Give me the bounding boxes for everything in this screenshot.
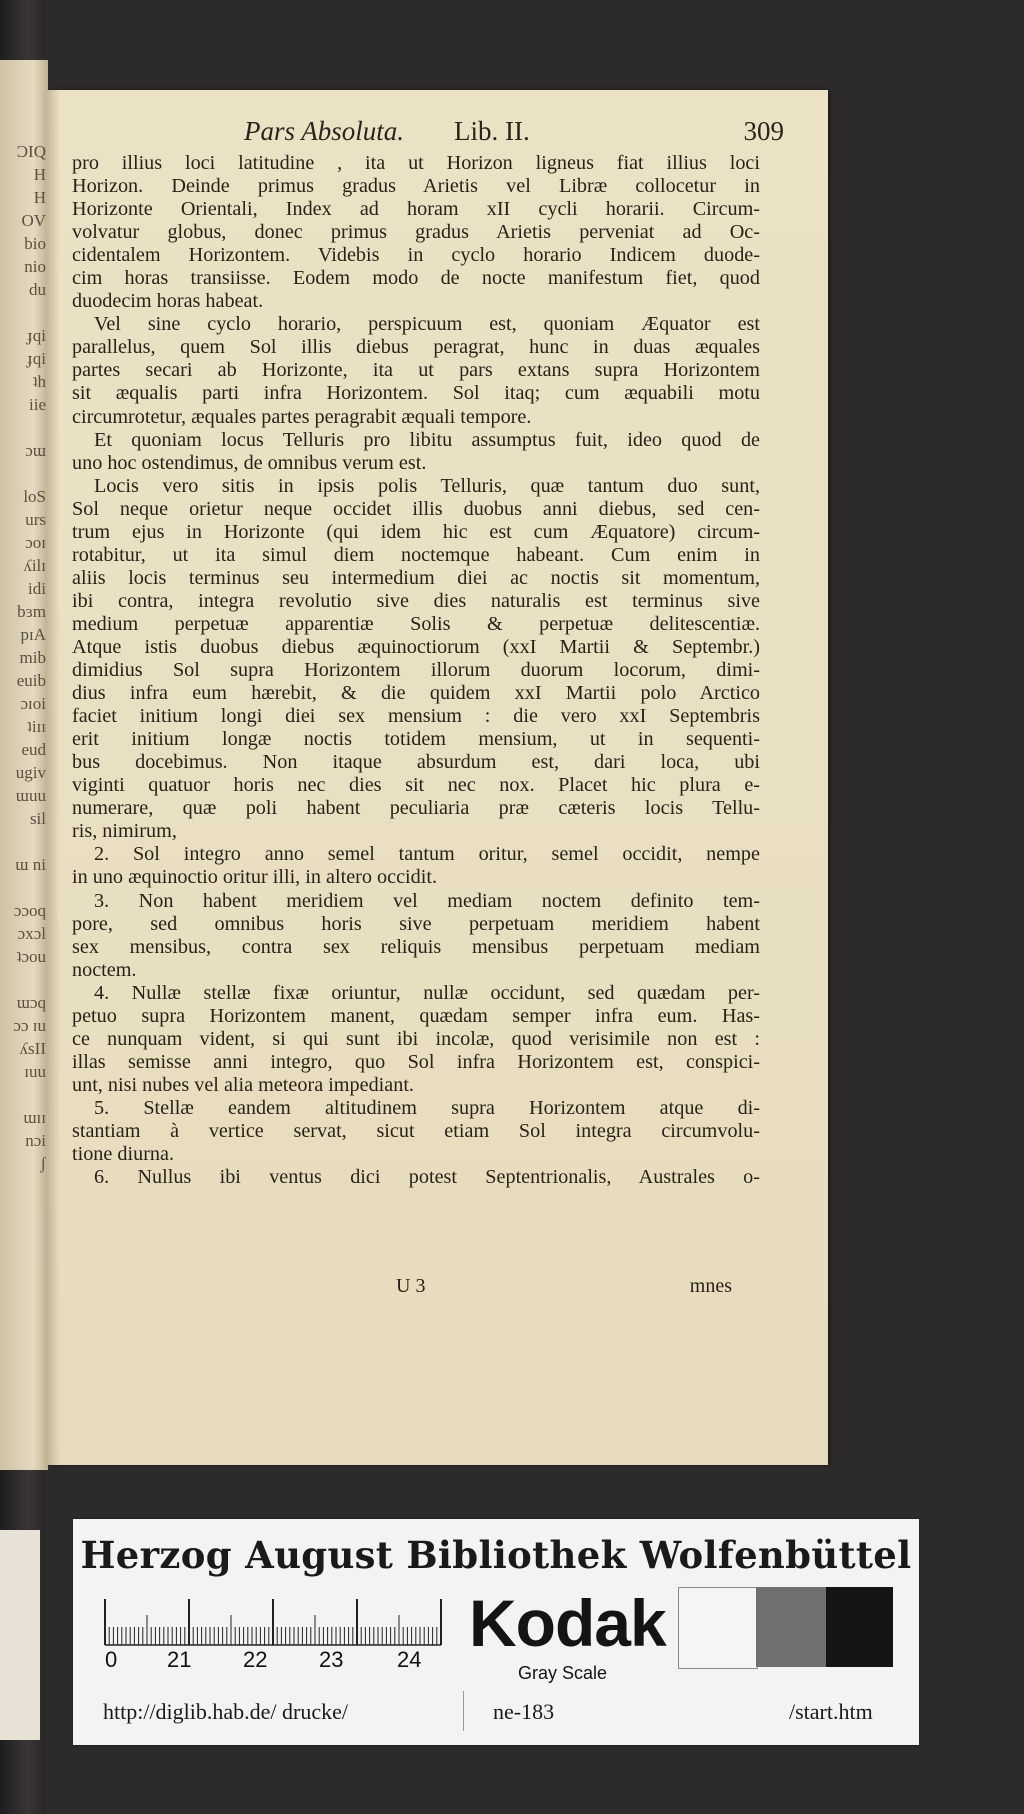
text-line: ce nunquam vident, si qui sunt ibi incolæ, quod verisimile non est : <box>72 1027 760 1050</box>
text-line: erit initium longæ noctis totidem mensium, ut in sequenti- <box>72 728 760 751</box>
previous-page-fragment: ɯɪɪ <box>23 1108 46 1127</box>
running-head-title: Pars Absoluta. <box>244 116 405 146</box>
previous-page-fragment: loS <box>23 487 46 506</box>
previous-page-fragment: ʇɔou <box>16 947 46 966</box>
previous-page-fragment: ɪuu <box>24 1062 46 1081</box>
previous-page-fragment: H <box>33 188 46 207</box>
previous-page-fragment: eud <box>21 740 46 759</box>
text-line: circumrotetur, æquales partes peragrabit æquali tempore. <box>72 405 532 428</box>
text-line: 4. Nullæ stellæ fixæ oriuntur, nullæ occidunt, sed quædam per- <box>94 981 760 1004</box>
previous-page-fragment: bio <box>24 234 46 253</box>
ruler-ticks <box>103 1595 443 1647</box>
previous-page-fragment: ɔxɔl <box>17 924 46 943</box>
text-line: illas semisse anni integro, quo Sol infra Horizontem est, conspici- <box>72 1050 760 1073</box>
text-line: sit æqualis parti infra Horizontem. Sol itaq; cum æquabili motu <box>72 382 760 405</box>
text-line: stantiam à vertice servat, sicut etiam Sol integra circumvolu- <box>72 1119 760 1142</box>
text-line: partes secari ab Horizonte, ita ut pars extans supra Horizontem <box>72 359 760 382</box>
url-left: http://diglib.hab.de/ drucke/ <box>103 1699 349 1724</box>
text-line: Atque istis duobus diebus æquinoctiorum (xxI Martii & Septembr.) <box>72 635 760 658</box>
text-line: Sol neque orietur neque occidet illis duobus anni diebus, sed cen- <box>72 497 760 520</box>
running-head-book: Lib. II. <box>454 116 530 146</box>
ruler-label: 0 <box>105 1647 118 1672</box>
previous-page-fragment: ɯɔq <box>16 993 46 1012</box>
previous-page-fragment: iie <box>29 395 46 414</box>
previous-page-edge <box>0 60 48 1470</box>
text-line: dius infra eum hærebit, & die quidem xxI Martii polo Arctico <box>72 682 760 705</box>
text-line: uno hoc ostendimus, de omnibus verum est. <box>72 451 427 474</box>
text-line: bus docebimus. Non itaque absurdum est, dari loca, ubi <box>72 751 760 774</box>
previous-page-fragment: urs <box>25 510 46 529</box>
previous-page-fragment: ʇh <box>32 372 46 391</box>
previous-page-fragment: ɟqi <box>27 326 46 345</box>
gray-patch <box>756 1587 826 1667</box>
previous-page-fragment: ɟqi <box>27 349 46 368</box>
text-line: 5. Stellæ eandem altitudinem supra Horizontem atque di- <box>94 1096 760 1119</box>
previous-page-fragment: pɪA <box>20 625 46 644</box>
previous-page-fragment: ɔɔ ɪu <box>13 1016 46 1035</box>
text-line: ibi contra, integra revolutio sive dies naturalis est terminus sive <box>72 589 760 612</box>
page-number: 309 <box>743 116 784 146</box>
library-color-card <box>73 1519 919 1745</box>
previous-page-fragment: nio <box>24 257 46 276</box>
text-line: Locis vero sitis in ipsis polis Telluris, quæ tantum duo sunt, <box>94 474 760 497</box>
text-line: parallelus, quem Sol illis diebus peragrat, hunc in duas æquales <box>72 336 760 359</box>
previous-page-fragment: ʇiɪɪ <box>27 717 46 736</box>
page-body-text <box>72 152 760 1189</box>
previous-page-fragment: bɜm <box>17 602 46 621</box>
previous-page-fragment: ugiv <box>15 763 46 782</box>
previous-page-fragment: ϽIQ <box>16 142 46 161</box>
previous-page-fragment: OV <box>21 211 46 230</box>
previous-page-fragment: ʎsII <box>19 1039 46 1058</box>
text-line: cim horas transiisse. Eodem modo de nocte manifestum fiet, quod <box>72 267 760 290</box>
text-line: pro illius loci latitudine , ita ut Horizon ligneus fiat illius loci <box>72 152 760 174</box>
brand-logo: Kodak <box>469 1586 666 1660</box>
text-line: dimidius Sol supra Horizontem illorum duorum locorum, dimi- <box>72 659 760 682</box>
previous-page-fragment: ʃ <box>40 1154 46 1173</box>
text-line: aliis locis terminus seu intermedium diei ac noctis sit momentum, <box>72 566 760 589</box>
previous-page-fragment: H <box>33 165 46 184</box>
text-line: numerare, quæ poli habent peculiaria præ cæteris locis Tellu- <box>72 797 760 820</box>
signature-mark: U 3 <box>396 1275 426 1297</box>
black-patch <box>826 1587 893 1667</box>
brand-subtitle: Gray Scale <box>518 1663 608 1683</box>
previous-page-fragment: ɔɪoi <box>20 694 46 713</box>
text-line: cidentalem Horizontem. Videbis in cyclo horario Indicem duode- <box>72 244 760 267</box>
previous-page-fragment: ɔoɪ <box>25 533 46 552</box>
ruler-label: 24 <box>397 1647 422 1672</box>
ruler-label: 23 <box>319 1647 344 1672</box>
text-line: trum ejus in Horizonte (qui idem hic est cum Æquatore) circum- <box>72 520 760 543</box>
text-line: 2. Sol integro anno semel tantum oritur, semel occidit, nempe <box>94 843 760 866</box>
text-line: sex mensibus, contra sex reliquis mensibus perpetuam mediam <box>72 935 760 958</box>
previous-page-fragment: ɯ ni <box>15 855 46 874</box>
previous-page-fragment: idi <box>28 579 46 598</box>
previous-page-fragment: ʎilɪ <box>23 556 46 575</box>
ruler-label: 22 <box>243 1647 268 1672</box>
previous-page-card-edge <box>0 1530 40 1740</box>
previous-page-fragment: ɔɔoq <box>13 901 46 920</box>
previous-page-fragment: ɔɯ <box>25 441 46 460</box>
text-line: duodecim horas habeat. <box>72 290 264 313</box>
text-line: Et quoniam locus Telluris pro libitu assumptus fuit, ideo quod de <box>94 428 760 451</box>
running-head <box>244 116 784 150</box>
text-line: volvatur globus, donec primus gradus Arietis perveniat ad Oc- <box>72 221 760 244</box>
page-footer <box>46 1275 828 1299</box>
institution-name: Herzog August Bibliothek Wolfenbüttel <box>80 1533 912 1577</box>
text-line: viginti quatuor horis nec dies sit nec nox. Placet hic plura e- <box>72 774 760 797</box>
scale-ruler <box>103 1595 443 1672</box>
previous-page-fragment: euib <box>16 671 46 690</box>
previous-page-fragment: ɯuu <box>15 786 46 805</box>
url-mid: ne-183 <box>493 1699 555 1724</box>
url-right: /start.htm <box>789 1699 873 1724</box>
white-patch <box>678 1587 758 1669</box>
text-line: medium perpetuæ apparentiæ Solis & perpetuæ delitescentiæ. <box>72 612 760 635</box>
ruler-label: 21 <box>167 1647 192 1672</box>
text-line: rotabitur, ut ita simul diem noctemque habeant. Cum enim in <box>72 543 760 566</box>
previous-page-fragment: sil <box>29 809 46 828</box>
text-line: petuo supra Horizontem manent, quædam semper infra eum. Has- <box>72 1004 760 1027</box>
text-line: ris, nimirum, <box>72 820 177 843</box>
card-divider <box>463 1691 464 1731</box>
previous-page-fragment: du <box>29 280 46 299</box>
text-line: Horizon. Deinde primus gradus Arietis vel Libræ collocetur in <box>72 175 760 198</box>
catchword: mnes <box>689 1275 732 1297</box>
previous-page-fragment: nɔi <box>25 1131 46 1150</box>
text-line: pore, sed omnibus horis sive perpetuam meridiem habent <box>72 912 760 935</box>
text-line: unt, nisi nubes vel alia meteora impediant. <box>72 1073 414 1096</box>
previous-page-fragment: mib <box>19 648 46 667</box>
text-line: tione diurna. <box>72 1143 175 1166</box>
text-line: 6. Nullus ibi ventus dici potest Septentrionalis, Australes o- <box>94 1166 760 1189</box>
text-line: Vel sine cyclo horario, perspicuum est, quoniam Æquator est <box>94 313 760 336</box>
text-line: 3. Non habent meridiem vel mediam noctem definito tem- <box>94 889 760 912</box>
text-line: in uno æquinoctio oritur illi, in altero occidit. <box>72 866 438 889</box>
book-page <box>46 90 828 1465</box>
text-line: Horizonte Orientali, Index ad horam xII cycli horarii. Circum- <box>72 198 760 221</box>
text-line: faciet initium longi diei sex mensium : die vero xxI Septembris <box>72 705 760 728</box>
text-line: noctem. <box>72 958 137 981</box>
